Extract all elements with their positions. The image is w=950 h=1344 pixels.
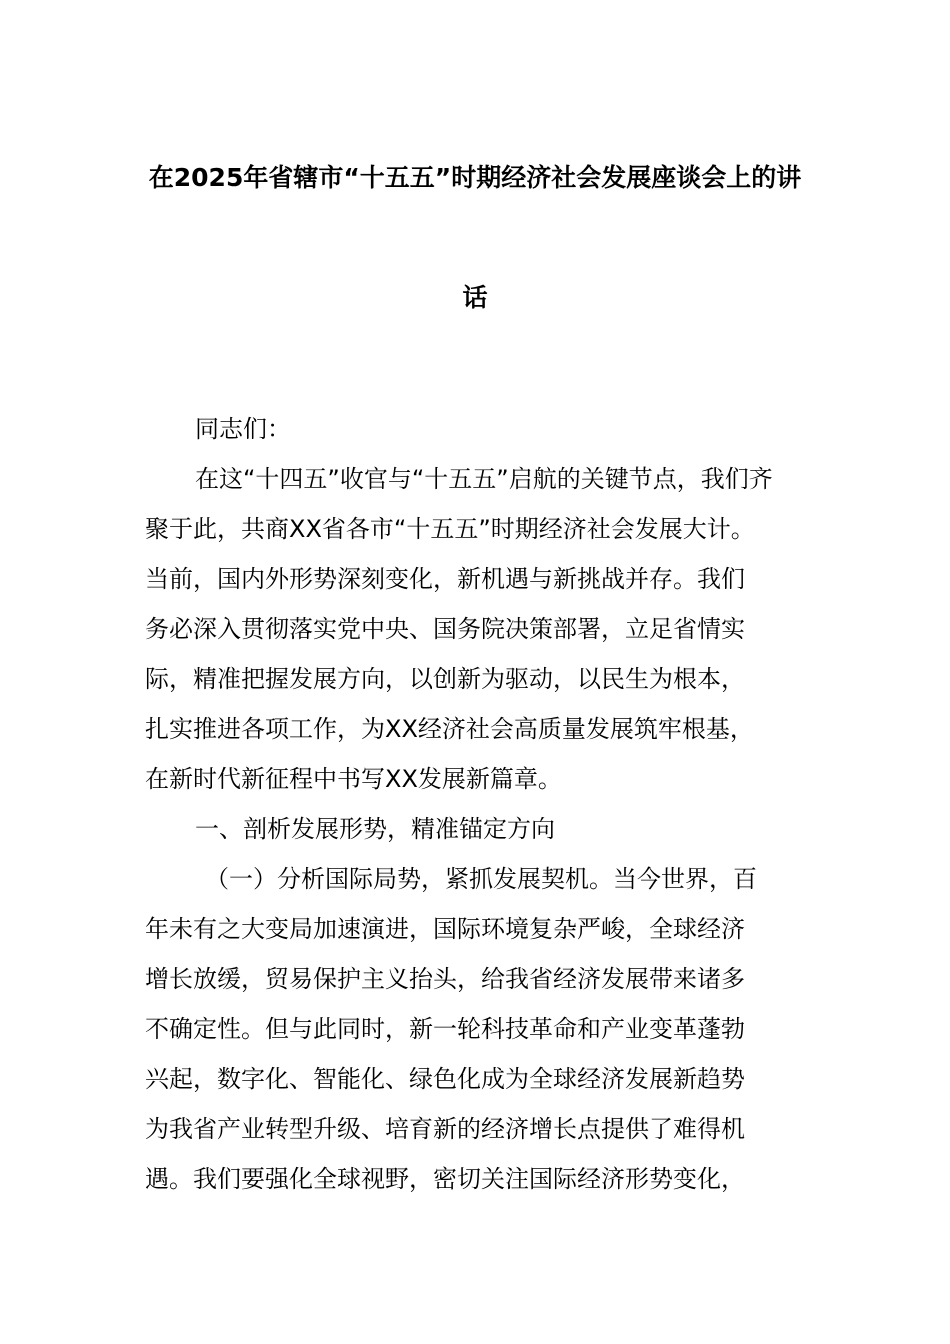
- salutation-text: 同志们：: [195, 415, 291, 443]
- section1-line: （一）分析国际局势，紧抓发展契机。当今世界，百: [205, 865, 757, 893]
- section1-paragraph: [145, 854, 810, 1204]
- section1-line: 兴起，数字化、智能化、绿色化成为全球经济发展新趋势: [145, 1065, 745, 1093]
- document-body: [145, 404, 810, 1204]
- intro-line: 聚于此，共商XX省各市“十五五”时期经济社会发展大计。: [145, 515, 755, 543]
- intro-line: 务必深入贯彻落实党中央、国务院决策部署，立足省情实: [145, 615, 745, 643]
- intro-line: 在这“十四五”收官与“十五五”启航的关键节点，我们齐: [195, 465, 773, 493]
- document-title-line-2: 话: [462, 283, 488, 312]
- section1-line: 不确定性。但与此同时，新一轮科技革命和产业变革蓬勃: [145, 1015, 745, 1043]
- section1-line: 为我省产业转型升级、培育新的经济增长点提供了难得机: [145, 1115, 745, 1143]
- intro-line: 扎实推进各项工作，为XX经济社会高质量发展筑牢根基，: [145, 715, 754, 743]
- section1-line: 遇。我们要强化全球视野，密切关注国际经济形势变化，: [145, 1165, 745, 1193]
- salutation: [145, 404, 810, 454]
- section-heading: [145, 804, 810, 854]
- intro-line: 在新时代新征程中书写XX发展新篇章。: [145, 765, 562, 793]
- document-title-line-1: 在2025年省辖市“十五五”时期经济社会发展座谈会上的讲: [148, 163, 802, 192]
- section1-line: 增长放缓，贸易保护主义抬头，给我省经济发展带来诸多: [145, 965, 745, 993]
- intro-line: 当前，国内外形势深刻变化，新机遇与新挑战并存。我们: [145, 565, 745, 593]
- section-heading-text: 一、剖析发展形势，精准锚定方向: [195, 815, 555, 843]
- section1-line: 年未有之大变局加速演进，国际环境复杂严峻，全球经济: [145, 915, 745, 943]
- intro-paragraph: [145, 454, 810, 804]
- intro-line: 际，精准把握发展方向，以创新为驱动，以民生为根本，: [145, 665, 745, 693]
